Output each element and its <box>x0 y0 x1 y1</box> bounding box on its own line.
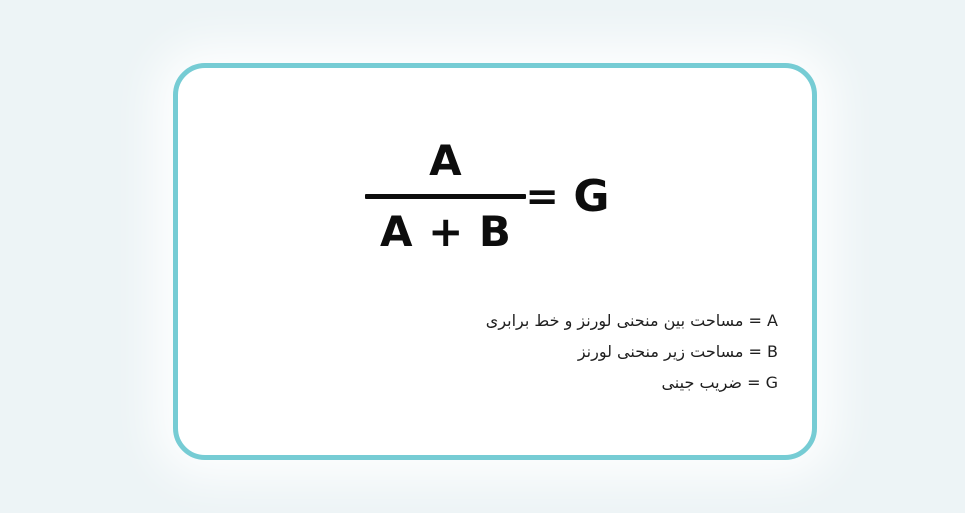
formula-result: G <box>573 170 611 222</box>
formula-card <box>173 63 817 460</box>
fraction-bar <box>365 194 526 199</box>
definition-line-b: B = مساحت زیر منحنی لورنز <box>577 342 778 361</box>
equals-sign: = <box>525 173 560 220</box>
definition-line-a: A = مساحت بین منحنی لورنز و خط برابری <box>485 311 778 330</box>
gini-formula <box>212 136 778 256</box>
definition-line-g: G = ضریب جینی <box>661 373 778 392</box>
fraction-numerator: A <box>429 136 463 185</box>
fraction-denominator: A + B <box>379 207 512 256</box>
definitions-list <box>212 305 778 398</box>
fraction <box>379 136 512 256</box>
